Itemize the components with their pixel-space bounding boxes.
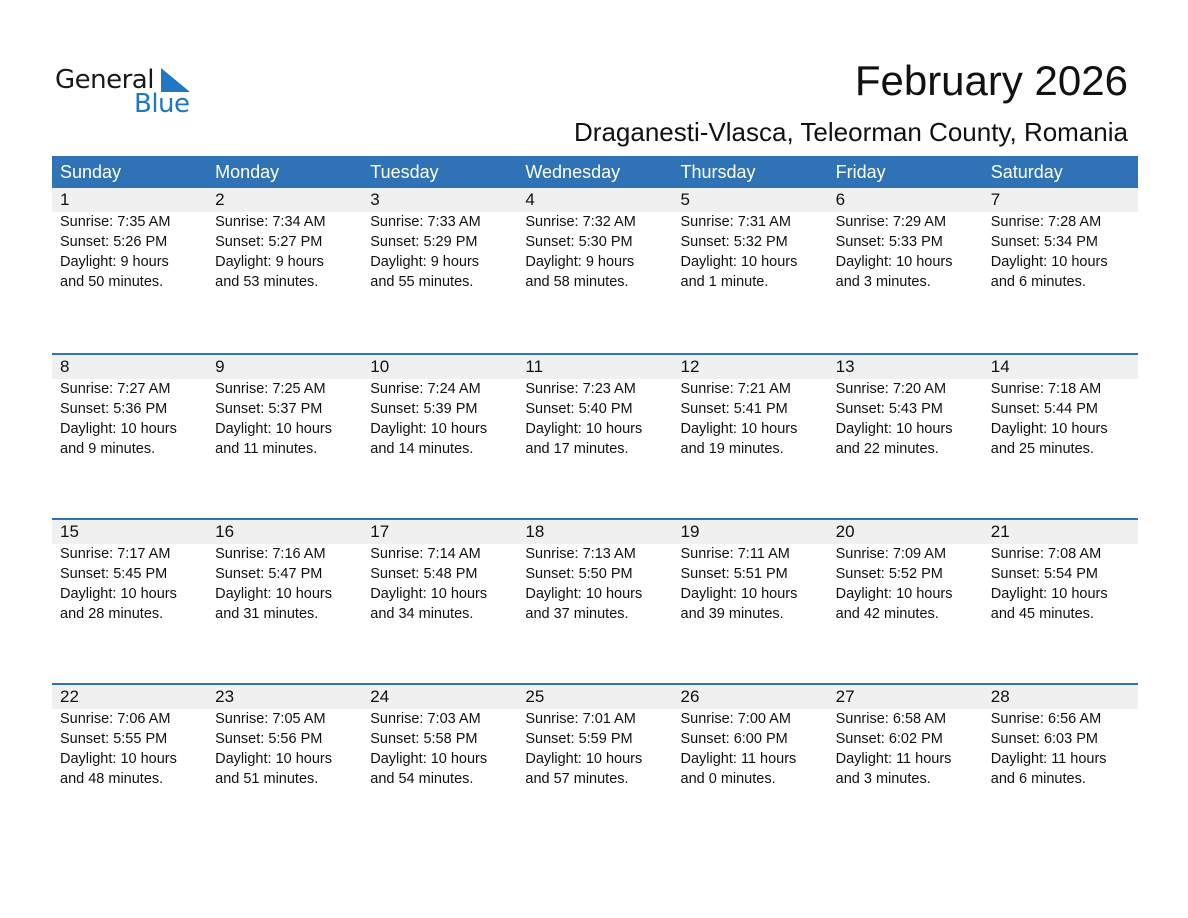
daylight-text: Daylight: 10 hours — [215, 421, 332, 437]
sunset-text: Sunset: 5:26 PM — [60, 234, 168, 250]
daylight-minutes-text: and 28 minutes. — [60, 606, 164, 622]
day-cell — [828, 685, 983, 789]
day-cell — [362, 188, 517, 292]
daylight-minutes-text: and 58 minutes. — [525, 274, 629, 290]
daylight-text: Daylight: 10 hours — [370, 751, 488, 767]
sunrise-text: Sunrise: 7:21 AM — [680, 381, 791, 397]
sunset-text: Sunset: 5:45 PM — [60, 566, 168, 582]
logo-text-blue: Blue — [134, 89, 190, 119]
sunrise-text: Sunrise: 7:08 AM — [990, 546, 1102, 562]
sunrise-text: Sunrise: 7:35 AM — [60, 214, 171, 230]
day-number: 21 — [990, 522, 1010, 541]
sunset-text: Sunset: 6:03 PM — [990, 731, 1098, 747]
daylight-minutes-text: and 11 minutes. — [215, 441, 318, 457]
day-number: 14 — [990, 357, 1010, 376]
day-cell — [673, 685, 828, 789]
day-number: 26 — [680, 687, 700, 706]
day-number: 15 — [60, 522, 79, 541]
sunrise-text: Sunrise: 7:17 AM — [60, 546, 171, 562]
daylight-minutes-text: and 0 minutes. — [680, 771, 776, 787]
sunrise-text: Sunrise: 7:03 AM — [370, 711, 481, 727]
day-number: 1 — [60, 190, 70, 209]
daylight-text: Daylight: 10 hours — [370, 421, 488, 437]
sunrise-text: Sunrise: 7:18 AM — [990, 381, 1102, 397]
daylight-text: Daylight: 11 hours — [835, 751, 952, 767]
day-number: 28 — [990, 687, 1010, 706]
weekday-header — [52, 156, 1138, 188]
day-cell — [517, 685, 672, 789]
day-cell — [828, 520, 983, 624]
sunset-text: Sunset: 5:50 PM — [525, 566, 633, 582]
daylight-minutes-text: and 1 minute. — [680, 274, 769, 290]
sunrise-text: Sunrise: 7:11 AM — [680, 546, 790, 562]
week-row — [52, 683, 1138, 848]
sunrise-text: Sunrise: 7:25 AM — [215, 381, 326, 397]
sunrise-text: Sunrise: 7:01 AM — [525, 711, 636, 727]
sunrise-text: Sunrise: 7:33 AM — [370, 214, 481, 230]
week-row — [52, 188, 1138, 353]
sunset-text: Sunset: 5:41 PM — [680, 401, 788, 417]
day-cell — [983, 520, 1138, 624]
sunset-text: Sunset: 5:51 PM — [680, 566, 788, 582]
sunrise-text: Sunrise: 7:24 AM — [370, 381, 481, 397]
daylight-minutes-text: and 34 minutes. — [370, 606, 474, 622]
sunrise-text: Sunrise: 7:06 AM — [60, 711, 171, 727]
sunrise-text: Sunrise: 7:14 AM — [370, 546, 481, 562]
day-cell — [52, 355, 207, 459]
daylight-text: Daylight: 10 hours — [680, 254, 798, 270]
day-cell — [673, 188, 828, 292]
daylight-text: Daylight: 10 hours — [525, 751, 643, 767]
day-cell — [362, 520, 517, 624]
sunrise-text: Sunrise: 7:16 AM — [215, 546, 326, 562]
day-cell — [983, 355, 1138, 459]
daylight-minutes-text: and 55 minutes. — [370, 274, 474, 290]
daylight-minutes-text: and 19 minutes. — [680, 441, 784, 457]
weekday-tuesday: Tuesday — [370, 162, 439, 182]
general-blue-logo — [55, 64, 195, 120]
day-cell — [52, 685, 207, 789]
week-row — [52, 518, 1138, 683]
day-cell — [207, 685, 362, 789]
day-number: 18 — [525, 522, 545, 541]
daylight-minutes-text: and 53 minutes. — [215, 274, 319, 290]
daylight-minutes-text: and 6 minutes. — [990, 771, 1086, 787]
sunrise-text: Sunrise: 7:32 AM — [525, 214, 636, 230]
sunset-text: Sunset: 5:47 PM — [215, 566, 323, 582]
day-number: 20 — [835, 522, 855, 541]
weekday-monday: Monday — [215, 162, 280, 182]
day-cell — [517, 520, 672, 624]
day-number: 11 — [525, 357, 544, 376]
day-number: 13 — [835, 357, 855, 376]
daylight-minutes-text: and 3 minutes. — [835, 274, 931, 290]
day-number: 2 — [215, 190, 225, 209]
day-number: 16 — [215, 522, 235, 541]
day-cell — [362, 685, 517, 789]
day-number: 8 — [60, 357, 70, 376]
daylight-minutes-text: and 9 minutes. — [60, 441, 156, 457]
sunset-text: Sunset: 5:44 PM — [990, 401, 1098, 417]
day-number: 17 — [370, 522, 390, 541]
sunrise-text: Sunrise: 6:58 AM — [835, 711, 947, 727]
sunset-text: Sunset: 5:56 PM — [215, 731, 323, 747]
daylight-text: Daylight: 10 hours — [835, 421, 953, 437]
sunrise-text: Sunrise: 7:13 AM — [525, 546, 636, 562]
day-cell — [207, 188, 362, 292]
weekday-wednesday: Wednesday — [525, 162, 621, 182]
sunset-text: Sunset: 5:40 PM — [525, 401, 633, 417]
weekday-thursday: Thursday — [680, 162, 756, 182]
daylight-text: Daylight: 11 hours — [990, 751, 1107, 767]
daylight-text: Daylight: 11 hours — [680, 751, 797, 767]
day-number: 10 — [370, 357, 390, 376]
daylight-minutes-text: and 48 minutes. — [60, 771, 164, 787]
sunset-text: Sunset: 5:39 PM — [370, 401, 478, 417]
daylight-text: Daylight: 9 hours — [525, 254, 635, 270]
daylight-text: Daylight: 10 hours — [680, 586, 798, 602]
day-number: 19 — [680, 522, 700, 541]
sunset-text: Sunset: 5:37 PM — [215, 401, 323, 417]
daylight-text: Daylight: 10 hours — [990, 421, 1108, 437]
daylight-text: Daylight: 10 hours — [525, 586, 643, 602]
sunrise-text: Sunrise: 7:00 AM — [680, 711, 791, 727]
day-number: 12 — [680, 357, 700, 376]
daylight-text: Daylight: 10 hours — [370, 586, 488, 602]
daylight-minutes-text: and 39 minutes. — [680, 606, 784, 622]
day-cell — [52, 188, 207, 292]
sunset-text: Sunset: 5:29 PM — [370, 234, 478, 250]
day-number: 3 — [370, 190, 380, 209]
sunset-text: Sunset: 5:30 PM — [525, 234, 633, 250]
daylight-minutes-text: and 25 minutes. — [990, 441, 1094, 457]
sunset-text: Sunset: 5:27 PM — [215, 234, 323, 250]
sunrise-text: Sunrise: 7:31 AM — [680, 214, 791, 230]
sunrise-text: Sunrise: 7:34 AM — [215, 214, 326, 230]
sunset-text: Sunset: 6:00 PM — [680, 731, 788, 747]
day-number: 6 — [835, 190, 846, 209]
daylight-minutes-text: and 57 minutes. — [525, 771, 629, 787]
daylight-text: Daylight: 9 hours — [370, 254, 480, 270]
daylight-minutes-text: and 42 minutes. — [835, 606, 939, 622]
day-number: 22 — [60, 687, 79, 706]
sunset-text: Sunset: 5:43 PM — [835, 401, 943, 417]
daylight-text: Daylight: 10 hours — [60, 586, 177, 602]
day-number: 9 — [215, 357, 225, 376]
daylight-minutes-text: and 31 minutes. — [215, 606, 319, 622]
daylight-text: Daylight: 10 hours — [215, 586, 332, 602]
daylight-minutes-text: and 51 minutes. — [215, 771, 319, 787]
weekday-sunday: Sunday — [60, 162, 122, 182]
daylight-minutes-text: and 17 minutes. — [525, 441, 629, 457]
sunrise-text: Sunrise: 7:29 AM — [835, 214, 947, 230]
daylight-minutes-text: and 54 minutes. — [370, 771, 474, 787]
sunset-text: Sunset: 5:55 PM — [60, 731, 168, 747]
daylight-text: Daylight: 10 hours — [835, 586, 953, 602]
sunset-text: Sunset: 5:58 PM — [370, 731, 478, 747]
day-number: 5 — [680, 190, 690, 209]
sunrise-text: Sunrise: 7:27 AM — [60, 381, 171, 397]
day-number: 23 — [215, 687, 235, 706]
day-cell — [983, 685, 1138, 789]
sunset-text: Sunset: 5:52 PM — [835, 566, 943, 582]
sunrise-text: Sunrise: 6:56 AM — [990, 711, 1102, 727]
daylight-text: Daylight: 10 hours — [680, 421, 798, 437]
sunset-text: Sunset: 5:48 PM — [370, 566, 478, 582]
day-cell — [362, 355, 517, 459]
sunset-text: Sunset: 5:36 PM — [60, 401, 168, 417]
day-cell — [207, 355, 362, 459]
day-cell — [517, 188, 672, 292]
daylight-minutes-text: and 6 minutes. — [990, 274, 1086, 290]
location-subtitle: Draganesti-Vlasca, Teleorman County, Romania — [574, 117, 1128, 147]
daylight-minutes-text: and 14 minutes. — [370, 441, 474, 457]
daylight-minutes-text: and 22 minutes. — [835, 441, 939, 457]
day-cell — [673, 520, 828, 624]
sunset-text: Sunset: 5:59 PM — [525, 731, 633, 747]
daylight-minutes-text: and 37 minutes. — [525, 606, 629, 622]
sunrise-text: Sunrise: 7:20 AM — [835, 381, 947, 397]
daylight-text: Daylight: 9 hours — [60, 254, 169, 270]
daylight-text: Daylight: 10 hours — [835, 254, 953, 270]
sunrise-text: Sunrise: 7:09 AM — [835, 546, 947, 562]
day-number: 7 — [990, 190, 1001, 209]
day-cell — [517, 355, 672, 459]
day-cell — [828, 355, 983, 459]
day-cell — [673, 355, 828, 459]
day-number: 27 — [835, 687, 855, 706]
sunset-text: Sunset: 5:34 PM — [990, 234, 1098, 250]
logo-text-general: General — [55, 65, 154, 95]
day-number: 4 — [525, 190, 535, 209]
sunset-text: Sunset: 5:54 PM — [990, 566, 1098, 582]
weekday-friday: Friday — [835, 162, 886, 182]
daylight-text: Daylight: 10 hours — [60, 751, 177, 767]
day-cell — [207, 520, 362, 624]
sunset-text: Sunset: 6:02 PM — [835, 731, 943, 747]
sunrise-text: Sunrise: 7:23 AM — [525, 381, 636, 397]
daylight-minutes-text: and 50 minutes. — [60, 274, 164, 290]
sunset-text: Sunset: 5:33 PM — [835, 234, 943, 250]
weekday-saturday: Saturday — [990, 162, 1063, 182]
daylight-minutes-text: and 45 minutes. — [990, 606, 1094, 622]
daylight-text: Daylight: 10 hours — [525, 421, 643, 437]
daylight-minutes-text: and 3 minutes. — [835, 771, 931, 787]
page-title: February 2026 — [854, 57, 1128, 104]
daylight-text: Daylight: 10 hours — [990, 254, 1108, 270]
sunrise-text: Sunrise: 7:05 AM — [215, 711, 326, 727]
week-row — [52, 353, 1138, 518]
day-cell — [828, 188, 983, 292]
day-cell — [983, 188, 1138, 292]
daylight-text: Daylight: 10 hours — [215, 751, 332, 767]
sunrise-text: Sunrise: 7:28 AM — [990, 214, 1102, 230]
day-number: 25 — [525, 687, 545, 706]
daylight-text: Daylight: 9 hours — [215, 254, 324, 270]
daylight-text: Daylight: 10 hours — [990, 586, 1108, 602]
day-cell — [52, 520, 207, 624]
daylight-text: Daylight: 10 hours — [60, 421, 177, 437]
day-number: 24 — [370, 687, 390, 706]
sunset-text: Sunset: 5:32 PM — [680, 234, 788, 250]
